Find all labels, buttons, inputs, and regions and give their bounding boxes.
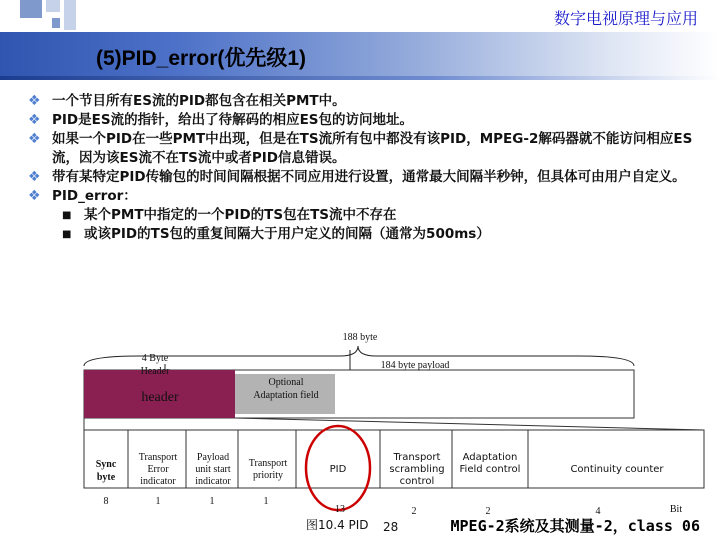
optional-label: Optional Adaptation field <box>253 377 319 401</box>
header-block-label: header <box>141 390 179 405</box>
header-size-label: 4 Byte Header <box>140 353 170 377</box>
field-scrambling-control: Transport scrambling control <box>389 452 445 487</box>
total-size-label: 188 byte <box>342 332 378 343</box>
bits-sync: 8 <box>103 496 109 507</box>
bits-pusi: 1 <box>209 496 215 507</box>
field-pid: PID <box>329 464 347 475</box>
bullet-item: ❖ PID_error： <box>28 188 137 204</box>
bits-continuity: 4 <box>595 506 601 517</box>
title-stripe <box>0 76 720 80</box>
field-continuity-counter: Continuity counter <box>570 464 664 475</box>
bits-scrambling: 2 <box>411 506 417 517</box>
footer-course-label: MPEG-2系统及其测量-2，class 06 <box>450 517 700 535</box>
diamond-bullet-icon: ❖ <box>28 188 41 204</box>
bullet-item: ❖ 一个节目所有ES流的PID都包含在相关PMT中。 <box>28 93 346 109</box>
decor-square <box>52 18 60 28</box>
sub-bullet-item: ■ 某个PMT中指定的一个PID的TS包在TS流中不存在 <box>62 207 397 223</box>
bits-priority: 1 <box>263 496 269 507</box>
figure-caption: 图10.4 PID <box>306 518 369 532</box>
square-bullet-icon: ■ <box>62 210 72 221</box>
course-title: 数字电视原理与应用 <box>553 9 698 28</box>
bits-adaptation: 2 <box>485 506 491 517</box>
connector-right <box>235 418 704 430</box>
decor-square <box>20 0 42 18</box>
bit-unit-label: Bit <box>669 504 683 515</box>
field-adaptation-control: Adaptation Field control <box>459 452 521 475</box>
bits-error: 1 <box>155 496 161 507</box>
field-transport-error: Transport Error indicator <box>138 452 178 487</box>
decor-square <box>46 0 60 12</box>
field-payload-unit-start: Payload unit start indicator <box>195 452 231 487</box>
bullet-item: ❖ 带有某特定PID传输包的时间间隔根据不同应用进行设置，通常最大间隔半秒钟，但具体可由用户自定义。 <box>28 169 686 185</box>
diamond-bullet-icon: ❖ <box>28 131 41 147</box>
diamond-bullet-icon: ❖ <box>28 169 41 185</box>
diamond-bullet-icon: ❖ <box>28 112 41 128</box>
bullet-item: ❖ PID是ES流的指针，给出了待解码的相应ES包的访问地址。 <box>28 112 414 128</box>
ts-packet-diagram <box>0 320 720 540</box>
bullet-item: ❖ 如果一个PID在一些PMT中出现，但是在TS流所有包中都没有该PID，MPEG-2解码器就不能访问相应ES流，因为该ES流不在TS流中或者PID信息错误。 <box>28 131 693 166</box>
bits-pid: 13 <box>335 504 345 515</box>
field-transport-priority: Transport priority <box>248 458 288 481</box>
slide-title: (5)PID_error(优先级1) <box>96 47 307 70</box>
sub-bullet-item: ■ 或该PID的TS包的重复间隔大于用户定义的间隔（通常为500ms） <box>62 226 490 242</box>
square-bullet-icon: ■ <box>62 229 72 240</box>
bullet-list <box>28 92 708 244</box>
page-number: 28 <box>383 520 399 534</box>
field-sync-byte: Sync byte <box>95 459 117 483</box>
decor-square <box>64 0 76 30</box>
diamond-bullet-icon: ❖ <box>28 93 41 109</box>
diagram-lines <box>0 320 720 540</box>
payload-size-label: 184 byte payload <box>380 360 450 371</box>
